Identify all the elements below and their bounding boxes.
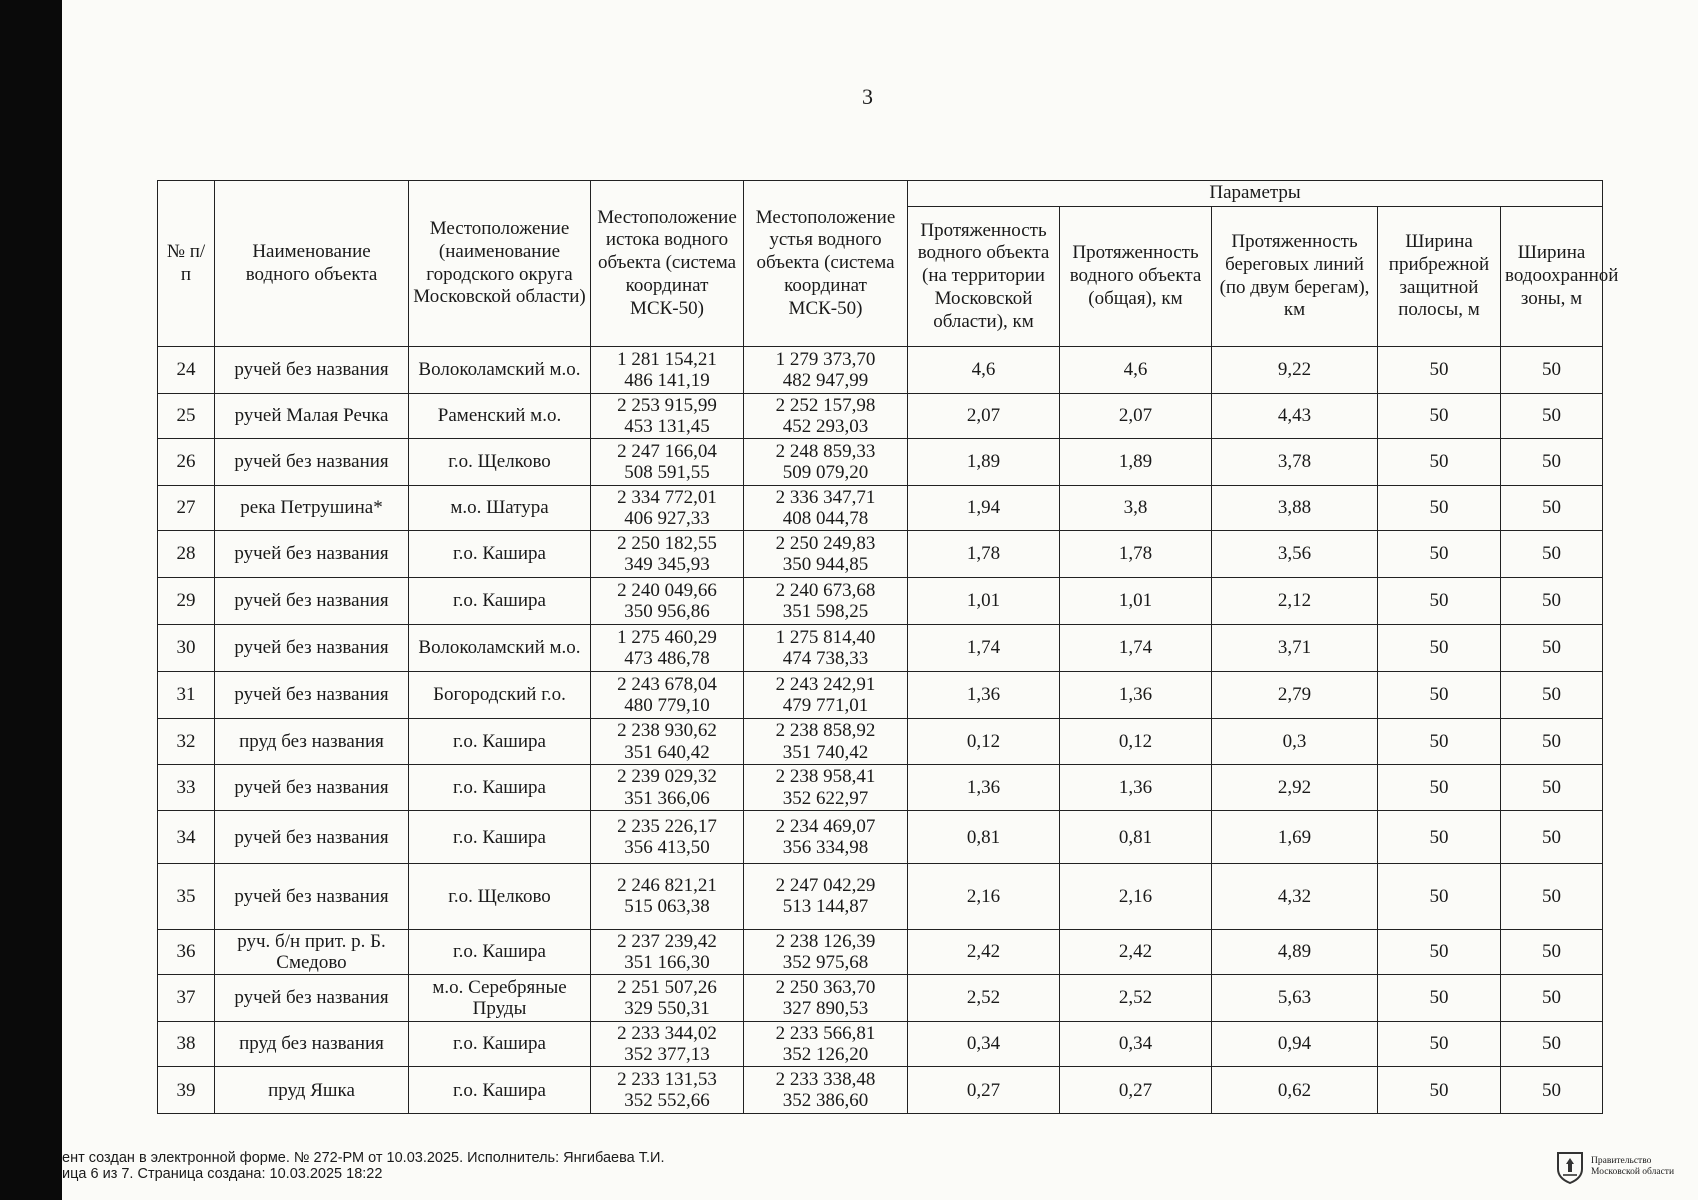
cell-length-mo: 0,27: [908, 1067, 1060, 1114]
cell-shoreline: 3,71: [1212, 625, 1378, 672]
cell-num: 31: [158, 671, 215, 719]
cell-length-mo: 1,36: [908, 764, 1060, 811]
cell-coord-source: [591, 975, 744, 1022]
cell-coord-mouth: [744, 764, 908, 811]
cell-coord-mouth: [744, 975, 908, 1022]
cell-length-mo: 1,74: [908, 625, 1060, 672]
cell-coord-source: [591, 929, 744, 975]
header-location: Местоположение (наименование городского округа Московской области): [409, 181, 591, 347]
cell-num: 25: [158, 393, 215, 439]
coord-mouth-line-2: 352 975,68: [782, 951, 869, 973]
cell-water-zone: 50: [1501, 863, 1603, 929]
cell-water-zone: 50: [1501, 531, 1603, 578]
cell-name: пруд без названия: [215, 719, 409, 765]
cell-coord-source: [591, 671, 744, 719]
cell-location: м.о. Серебряные Пруды: [409, 975, 591, 1022]
coord-source-line-2: 351 366,06: [624, 787, 710, 809]
coord-source-line-1: 2 235 226,17: [617, 815, 717, 837]
cell-coord-source: [591, 439, 744, 486]
cell-location: Волоколамский м.о.: [409, 347, 591, 394]
header-params: Параметры: [908, 181, 1603, 207]
cell-shoreline: 3,88: [1212, 485, 1378, 531]
cell-name: ручей без названия: [215, 811, 409, 864]
coord-source-line-1: 2 233 131,53: [617, 1068, 717, 1090]
coord-mouth-line-2: 327 890,53: [782, 998, 869, 1020]
logo-line-2: Московской области: [1591, 1167, 1675, 1177]
cell-num: 39: [158, 1067, 215, 1114]
cell-shoreline: 0,3: [1212, 719, 1378, 765]
cell-coord-mouth: [744, 1067, 908, 1114]
cell-coord-source: [591, 1067, 744, 1114]
cell-shoreline: 2,12: [1212, 577, 1378, 625]
cell-name: пруд без названия: [215, 1021, 409, 1067]
coord-source-line-2: 480 779,10: [624, 695, 710, 716]
coord-mouth-line-2: 452 293,03: [782, 415, 869, 437]
cell-length-total: 2,16: [1060, 863, 1212, 929]
coord-mouth-line-2: 350 944,85: [782, 553, 869, 575]
coord-source-line-1: 2 246 821,21: [617, 875, 717, 897]
header-shoreline: Протяженность береговых линий (по двум берегам), км: [1212, 207, 1378, 347]
cell-coord-mouth: [744, 393, 908, 439]
coord-mouth-line-1: 2 238 958,41: [775, 766, 876, 788]
cell-length-mo: 2,16: [908, 863, 1060, 929]
cell-coastal-strip: 50: [1378, 671, 1501, 719]
cell-shoreline: 2,79: [1212, 671, 1378, 719]
cell-water-zone: 50: [1501, 975, 1603, 1022]
cell-num: 29: [158, 577, 215, 625]
cell-coastal-strip: 50: [1378, 811, 1501, 864]
coord-source-line-2: 329 550,31: [624, 998, 710, 1020]
cell-length-mo: 0,12: [908, 719, 1060, 765]
coord-source-line-1: 2 251 507,26: [617, 976, 717, 998]
cell-shoreline: 4,89: [1212, 929, 1378, 975]
cell-shoreline: 0,62: [1212, 1067, 1378, 1114]
coord-source-line-2: 473 486,78: [624, 647, 710, 669]
cell-water-zone: 50: [1501, 347, 1603, 394]
cell-coord-source: [591, 531, 744, 578]
cell-coord-mouth: [744, 531, 908, 578]
moscow-region-emblem-icon: [1555, 1150, 1585, 1184]
cell-coord-source: [591, 485, 744, 531]
header-source: Местоположение истока водного объекта (система координат МСК-50): [591, 181, 744, 347]
cell-location: г.о. Кашира: [409, 764, 591, 811]
cell-shoreline: 3,78: [1212, 439, 1378, 486]
cell-coord-source: [591, 863, 744, 929]
coord-mouth-line-1: 2 336 347,71: [775, 486, 876, 508]
cell-coastal-strip: 50: [1378, 577, 1501, 625]
coord-mouth-line-2: 351 740,42: [782, 741, 869, 763]
table-row: [158, 1067, 1603, 1114]
coord-source-line-2: 406 927,33: [624, 507, 710, 529]
coord-source-line-1: 1 275 460,29: [617, 626, 717, 648]
cell-coord-source: [591, 625, 744, 672]
cell-num: 27: [158, 485, 215, 531]
coord-source-line-1: 1 281 154,21: [617, 348, 717, 370]
coord-mouth-line-2: 352 622,97: [782, 787, 869, 809]
cell-location: Богородский г.о.: [409, 671, 591, 719]
cell-length-mo: 4,6: [908, 347, 1060, 394]
cell-coastal-strip: 50: [1378, 863, 1501, 929]
cell-length-total: 1,36: [1060, 764, 1212, 811]
cell-num: 37: [158, 975, 215, 1022]
cell-name: ручей без названия: [215, 347, 409, 394]
cell-length-total: 1,78: [1060, 531, 1212, 578]
table-row: [158, 625, 1603, 672]
cell-location: г.о. Кашира: [409, 577, 591, 625]
cell-coord-mouth: [744, 1021, 908, 1067]
cell-length-mo: 0,34: [908, 1021, 1060, 1067]
coord-mouth-line-1: 2 252 157,98: [775, 394, 876, 416]
coord-mouth-line-1: 2 243 242,91: [775, 673, 876, 695]
table-row: [158, 719, 1603, 765]
logo-caption: [1591, 1156, 1674, 1178]
cell-coastal-strip: 50: [1378, 1067, 1501, 1114]
cell-coastal-strip: 50: [1378, 929, 1501, 975]
coord-source-line-2: 352 377,13: [624, 1044, 710, 1066]
cell-location: г.о. Щелково: [409, 863, 591, 929]
cell-shoreline: 4,43: [1212, 393, 1378, 439]
cell-water-zone: 50: [1501, 929, 1603, 975]
cell-coord-source: [591, 347, 744, 394]
cell-coastal-strip: 50: [1378, 1021, 1501, 1067]
coord-mouth-line-1: 2 250 249,83: [775, 532, 876, 554]
coord-mouth-line-1: 2 238 126,39: [775, 930, 876, 952]
coord-mouth-line-1: 2 233 566,81: [775, 1022, 876, 1044]
coord-source-line-2: 356 413,50: [624, 837, 710, 859]
cell-length-total: 0,34: [1060, 1021, 1212, 1067]
cell-shoreline: 3,56: [1212, 531, 1378, 578]
table-row: [158, 577, 1603, 625]
cell-water-zone: 50: [1501, 393, 1603, 439]
cell-coastal-strip: 50: [1378, 719, 1501, 765]
coord-source-line-2: 352 552,66: [624, 1090, 710, 1112]
cell-length-total: 1,01: [1060, 577, 1212, 625]
table-row: [158, 347, 1603, 394]
cell-water-zone: 50: [1501, 811, 1603, 864]
table-row: [158, 929, 1603, 975]
coord-source-line-1: 2 253 915,99: [617, 394, 717, 416]
cell-length-total: 1,36: [1060, 671, 1212, 719]
table-row: [158, 764, 1603, 811]
cell-location: г.о. Кашира: [409, 719, 591, 765]
cell-location: г.о. Кашира: [409, 811, 591, 864]
cell-length-total: 0,12: [1060, 719, 1212, 765]
logo-line-1: Правительство: [1591, 1156, 1652, 1167]
cell-length-mo: 2,52: [908, 975, 1060, 1022]
coord-source-line-2: 453 131,45: [624, 415, 710, 437]
page-number: 3: [862, 84, 873, 109]
cell-name: ручей без названия: [215, 863, 409, 929]
coord-mouth-line-2: 351 598,25: [782, 600, 869, 622]
footer-line-1: ент создан в электронной форме. № 272-РМ от 10.03.2025. Исполнитель: Янгибаева Т.И.: [62, 1150, 665, 1166]
cell-water-zone: 50: [1501, 671, 1603, 719]
cell-name: руч. б/н прит. р. Б. Смедово: [215, 929, 409, 975]
coord-mouth-line-1: 2 250 363,70: [775, 976, 876, 998]
cell-shoreline: 2,92: [1212, 764, 1378, 811]
cell-num: 32: [158, 719, 215, 765]
coord-source-line-2: 508 591,55: [624, 461, 710, 483]
cell-coord-source: [591, 1021, 744, 1067]
coord-mouth-line-1: 1 275 814,40: [775, 626, 876, 648]
coord-source-line-2: 351 640,42: [624, 741, 710, 763]
coord-mouth-line-1: 2 247 042,29: [775, 875, 876, 897]
coord-mouth-line-2: 479 771,01: [782, 695, 869, 716]
cell-water-zone: 50: [1501, 719, 1603, 765]
cell-num: 36: [158, 929, 215, 975]
coord-mouth-line-2: 482 947,99: [782, 369, 869, 391]
cell-num: 28: [158, 531, 215, 578]
cell-coord-mouth: [744, 671, 908, 719]
cell-coord-mouth: [744, 439, 908, 486]
cell-coord-source: [591, 811, 744, 864]
cell-location: г.о. Кашира: [409, 1021, 591, 1067]
header-coastal-strip: Ширина прибрежной защитной полосы, м: [1378, 207, 1501, 347]
coord-source-line-2: 349 345,93: [624, 553, 710, 575]
cell-coastal-strip: 50: [1378, 393, 1501, 439]
cell-water-zone: 50: [1501, 1021, 1603, 1067]
header-mouth: Местоположение устья водного объекта (система координат МСК-50): [744, 181, 908, 347]
table-row: [158, 439, 1603, 486]
cell-length-mo: 1,89: [908, 439, 1060, 486]
cell-shoreline: 0,94: [1212, 1021, 1378, 1067]
cell-length-mo: 2,42: [908, 929, 1060, 975]
cell-location: Волоколамский м.о.: [409, 625, 591, 672]
cell-name: ручей без названия: [215, 439, 409, 486]
cell-num: 33: [158, 764, 215, 811]
cell-water-zone: 50: [1501, 625, 1603, 672]
coord-source-line-1: 2 334 772,01: [617, 486, 717, 508]
cell-length-total: 2,07: [1060, 393, 1212, 439]
cell-num: 34: [158, 811, 215, 864]
cell-water-zone: 50: [1501, 764, 1603, 811]
cell-name: ручей без названия: [215, 975, 409, 1022]
coord-mouth-line-2: 513 144,87: [782, 896, 869, 918]
cell-length-mo: 1,01: [908, 577, 1060, 625]
coord-mouth-line-1: 2 238 858,92: [775, 720, 876, 742]
cell-coord-source: [591, 393, 744, 439]
cell-length-total: 4,6: [1060, 347, 1212, 394]
cell-name: река Петрушина*: [215, 485, 409, 531]
cell-num: 38: [158, 1021, 215, 1067]
cell-name: ручей без названия: [215, 764, 409, 811]
cell-water-zone: 50: [1501, 439, 1603, 486]
coord-mouth-line-1: 2 233 338,48: [775, 1068, 876, 1090]
coord-mouth-line-1: 2 240 673,68: [775, 579, 876, 601]
cell-coord-source: [591, 577, 744, 625]
coord-mouth-line-2: 474 738,33: [782, 647, 869, 669]
footer-line-2: ица 6 из 7. Страница создана: 10.03.2025 18:22: [62, 1166, 383, 1183]
cell-length-total: 1,74: [1060, 625, 1212, 672]
cell-water-zone: 50: [1501, 1067, 1603, 1114]
table-row: [158, 975, 1603, 1022]
coord-source-line-1: 2 239 029,32: [617, 766, 717, 788]
cell-coastal-strip: 50: [1378, 439, 1501, 486]
cell-location: г.о. Кашира: [409, 531, 591, 578]
cell-num: 24: [158, 347, 215, 394]
cell-shoreline: 5,63: [1212, 975, 1378, 1022]
coord-source-line-2: 351 166,30: [624, 951, 710, 973]
scan-left-edge: [0, 0, 62, 1200]
cell-length-mo: 1,36: [908, 671, 1060, 719]
table-row: [158, 811, 1603, 864]
header-length-total: Протяженность водного объекта (общая), км: [1060, 207, 1212, 347]
coord-mouth-line-1: 2 248 859,33: [775, 440, 876, 462]
government-logo: [1555, 1150, 1674, 1184]
cell-shoreline: 9,22: [1212, 347, 1378, 394]
cell-coord-mouth: [744, 719, 908, 765]
cell-length-mo: 2,07: [908, 393, 1060, 439]
cell-length-total: 1,89: [1060, 439, 1212, 486]
cell-length-mo: 1,94: [908, 485, 1060, 531]
cell-name: ручей без названия: [215, 625, 409, 672]
coord-mouth-line-1: 1 279 373,70: [775, 348, 876, 370]
cell-coord-mouth: [744, 347, 908, 394]
coord-mouth-line-2: 509 079,20: [782, 461, 869, 483]
cell-num: 35: [158, 863, 215, 929]
cell-name: ручей без названия: [215, 577, 409, 625]
cell-coord-source: [591, 719, 744, 765]
header-length-mo: Протяженность водного объекта (на территории Московской области), км: [908, 207, 1060, 347]
coord-source-line-1: 2 250 182,55: [617, 532, 717, 554]
cell-coord-mouth: [744, 577, 908, 625]
cell-coord-mouth: [744, 863, 908, 929]
cell-location: г.о. Кашира: [409, 929, 591, 975]
cell-coord-mouth: [744, 625, 908, 672]
header-water-zone: Ширина водоохранной зоны, м: [1501, 207, 1603, 347]
table-body: [158, 347, 1603, 1114]
coord-source-line-1: 2 240 049,66: [617, 579, 717, 601]
cell-coord-mouth: [744, 485, 908, 531]
cell-length-mo: 1,78: [908, 531, 1060, 578]
coord-source-line-2: 515 063,38: [624, 896, 710, 918]
coord-mouth-line-1: 2 234 469,07: [775, 815, 876, 837]
cell-num: 30: [158, 625, 215, 672]
cell-location: г.о. Кашира: [409, 1067, 591, 1114]
coord-mouth-line-2: 356 334,98: [782, 837, 869, 859]
header-num: № п/п: [158, 181, 215, 347]
cell-shoreline: 1,69: [1212, 811, 1378, 864]
table-row: [158, 671, 1603, 719]
coord-source-line-1: 2 243 678,04: [617, 673, 717, 695]
table-row: [158, 531, 1603, 578]
cell-coastal-strip: 50: [1378, 625, 1501, 672]
coord-mouth-line-2: 408 044,78: [782, 507, 869, 529]
cell-location: Раменский м.о.: [409, 393, 591, 439]
coord-source-line-1: 2 233 344,02: [617, 1022, 717, 1044]
water-objects-table: [157, 180, 1619, 1114]
cell-shoreline: 4,32: [1212, 863, 1378, 929]
cell-length-total: 3,8: [1060, 485, 1212, 531]
table-row: [158, 1021, 1603, 1067]
cell-coastal-strip: 50: [1378, 764, 1501, 811]
table-row: [158, 485, 1603, 531]
cell-coastal-strip: 50: [1378, 975, 1501, 1022]
cell-length-mo: 0,81: [908, 811, 1060, 864]
cell-coord-mouth: [744, 929, 908, 975]
cell-coord-source: [591, 764, 744, 811]
coord-source-line-1: 2 237 239,42: [617, 930, 717, 952]
cell-name: ручей Малая Речка: [215, 393, 409, 439]
coord-mouth-line-2: 352 386,60: [782, 1090, 869, 1112]
coord-source-line-2: 486 141,19: [624, 369, 710, 391]
cell-num: 26: [158, 439, 215, 486]
cell-location: г.о. Щелково: [409, 439, 591, 486]
coord-source-line-2: 350 956,86: [624, 600, 710, 622]
footer-stamp: [62, 1150, 664, 1182]
cell-coord-mouth: [744, 811, 908, 864]
cell-name: ручей без названия: [215, 531, 409, 578]
coord-source-line-1: 2 247 166,04: [617, 440, 717, 462]
coord-source-line-1: 2 238 930,62: [617, 720, 717, 742]
cell-name: пруд Яшка: [215, 1067, 409, 1114]
cell-name: ручей без названия: [215, 671, 409, 719]
cell-coastal-strip: 50: [1378, 531, 1501, 578]
cell-length-total: 2,52: [1060, 975, 1212, 1022]
cell-water-zone: 50: [1501, 485, 1603, 531]
cell-length-total: 0,27: [1060, 1067, 1212, 1114]
coord-mouth-line-2: 352 126,20: [782, 1044, 869, 1066]
cell-location: м.о. Шатура: [409, 485, 591, 531]
table-row: [158, 863, 1603, 929]
header-name: Наименование водного объекта: [215, 181, 409, 347]
cell-coastal-strip: 50: [1378, 485, 1501, 531]
cell-length-total: 0,81: [1060, 811, 1212, 864]
cell-length-total: 2,42: [1060, 929, 1212, 975]
table-row: [158, 393, 1603, 439]
cell-coastal-strip: 50: [1378, 347, 1501, 394]
cell-water-zone: 50: [1501, 577, 1603, 625]
